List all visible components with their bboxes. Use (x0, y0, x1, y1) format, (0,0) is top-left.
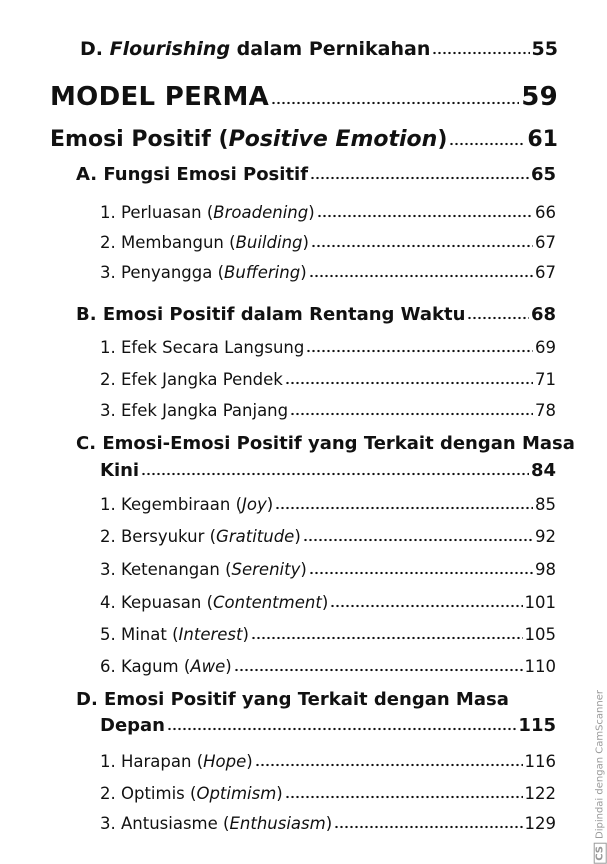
leader-dots (317, 208, 533, 218)
toc-entry-b2 (100, 370, 556, 389)
leader-dots (275, 500, 533, 510)
page-number: 78 (535, 401, 556, 420)
entry-title: 2. Bersyukur (Gratitude) (100, 527, 301, 546)
entry-title: Emosi Positif (Positive Emotion) (50, 127, 448, 152)
entry-title: 1. Harapan (Hope) (100, 752, 253, 771)
leader-dots (310, 169, 529, 180)
toc-entry-b-rentang (76, 304, 556, 325)
page-number: 105 (524, 625, 556, 644)
page-number: 59 (521, 82, 558, 112)
page-number: 65 (530, 164, 556, 185)
page-number: 68 (530, 304, 556, 325)
page-number: 101 (524, 593, 556, 612)
toc-entry-emosi-positif (50, 127, 558, 152)
page-number: 55 (531, 38, 558, 60)
page-number: 115 (518, 715, 556, 736)
toc-entry-d-title-line1: D. Emosi Positif yang Terkait dengan Masa (76, 689, 509, 710)
toc-entry-b1 (100, 338, 556, 357)
entry-title: 1. Efek Secara Langsung (100, 338, 305, 357)
toc-entry-a2 (100, 233, 556, 252)
entry-title: 1. Perluasan (Broadening) (100, 203, 315, 222)
leader-dots (309, 268, 533, 278)
toc-entry-c3 (100, 560, 556, 579)
leader-dots (303, 532, 533, 542)
page-number: 61 (527, 127, 558, 152)
entry-title: 5. Minat (Interest) (100, 625, 249, 644)
entry-title: 2. Optimis (Optimism) (100, 784, 283, 803)
entry-title: 6. Kagum (Awe) (100, 657, 232, 676)
leader-dots (234, 662, 523, 672)
leader-dots (449, 133, 525, 146)
leader-dots (285, 789, 523, 799)
leader-dots (255, 757, 523, 767)
entry-title: Depan (100, 715, 165, 736)
entry-title: 2. Efek Jangka Pendek (100, 370, 283, 389)
toc-entry-c-kini (100, 460, 556, 481)
entry-title: 3. Penyangga (Buffering) (100, 263, 307, 282)
leader-dots (330, 598, 522, 608)
leader-dots (167, 720, 516, 731)
page-number: 67 (535, 233, 556, 252)
entry-title: MODEL PERMA (50, 82, 270, 112)
leader-dots (334, 819, 522, 829)
toc-entry-model-perma (50, 82, 558, 112)
toc-entry-c-title-line1: C. Emosi-Emosi Positif yang Terkait dengan Masa (76, 433, 575, 454)
toc-entry-d3 (100, 814, 556, 833)
leader-dots (290, 406, 533, 416)
toc-entry-c5 (100, 625, 556, 644)
leader-dots (311, 238, 533, 248)
toc-entry-c1 (100, 495, 556, 514)
entry-title: 2. Membangun (Building) (100, 233, 309, 252)
toc-entry-a3 (100, 263, 556, 282)
page-number: 71 (535, 370, 556, 389)
page-number: 116 (524, 752, 556, 771)
leader-dots (309, 565, 533, 575)
page-number: 122 (524, 784, 556, 803)
page-number: 66 (535, 203, 556, 222)
leader-dots (306, 343, 533, 353)
leader-dots (271, 89, 519, 105)
toc-entry-a-fungsi (76, 164, 556, 185)
toc-entry-c2 (100, 527, 556, 546)
toc-entry-d-flourishing (80, 38, 558, 60)
page-number: 84 (530, 460, 556, 481)
toc-entry-c6 (100, 657, 556, 676)
toc-entry-a1 (100, 203, 556, 222)
toc-entry-b3 (100, 401, 556, 420)
entry-title: 1. Kegembiraan (Joy) (100, 495, 274, 514)
toc-entry-d1 (100, 752, 556, 771)
page-number: 92 (535, 527, 556, 546)
page-number: 69 (535, 338, 556, 357)
entry-title: A. Fungsi Emosi Positif (76, 164, 309, 185)
camscanner-badge: CS (594, 843, 607, 864)
leader-dots (285, 375, 533, 385)
page-number: 129 (524, 814, 556, 833)
page-number: 98 (535, 560, 556, 579)
entry-title: 3. Antusiasme (Enthusiasm) (100, 814, 333, 833)
watermark-text: Dipindai dengan CamScanner (595, 690, 606, 839)
page-number: 85 (535, 495, 556, 514)
leader-dots (467, 309, 529, 320)
toc-entry-d-depan (100, 715, 556, 736)
toc-entry-c4 (100, 593, 556, 612)
camscanner-watermark (594, 690, 607, 864)
toc-entry-d2 (100, 784, 556, 803)
entry-title: 3. Efek Jangka Panjang (100, 401, 289, 420)
entry-title: Kini (100, 460, 140, 481)
page-number: 67 (535, 263, 556, 282)
leader-dots (141, 465, 529, 476)
leader-dots (251, 630, 523, 640)
page-number: 110 (524, 657, 556, 676)
entry-title: 3. Ketenangan (Serenity) (100, 560, 307, 579)
leader-dots (432, 44, 529, 55)
entry-title: 4. Kepuasan (Contentment) (100, 593, 329, 612)
entry-title: D. Flourishing dalam Pernikahan (80, 38, 431, 60)
entry-title: B. Emosi Positif dalam Rentang Waktu (76, 304, 466, 325)
